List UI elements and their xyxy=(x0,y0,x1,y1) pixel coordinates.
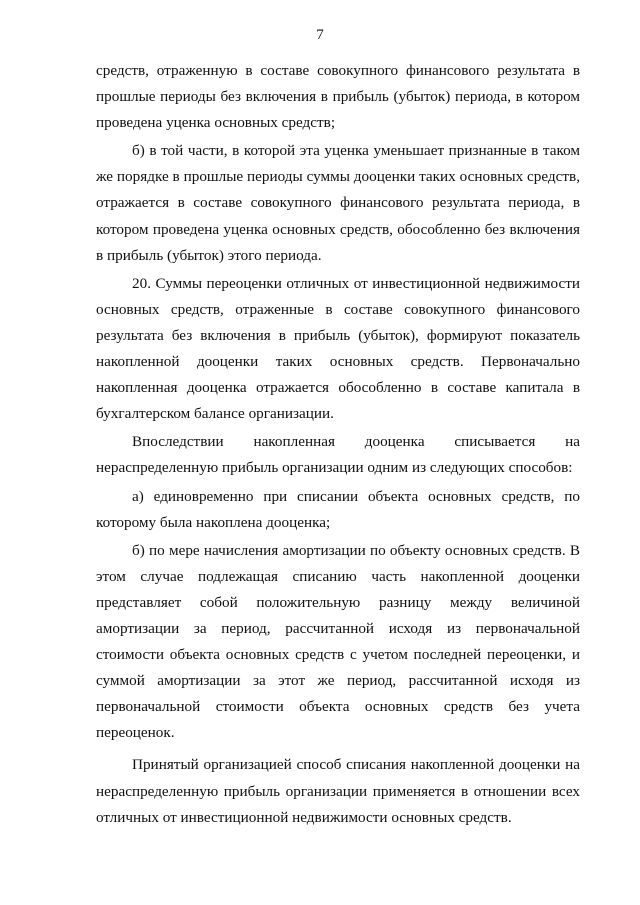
paragraph-item-b: б) в той части, в которой эта уценка уменьшает признанные в таком же порядке в прошлые периоды суммы дооценки таких основных средств, отражается в составе совокупного финансового результата периода, в котором проведена уценка основных средств, обособленно без включения в прибыль (убыток) этого периода. xyxy=(96,142,580,264)
document-body xyxy=(96,58,580,831)
paragraph-subsequently: Впоследствии накопленная дооценка списывается на нераспределенную прибыль организации одним из следующих способов: xyxy=(96,433,580,477)
paragraph-item-a: а) единовременно при списании объекта основных средств, по которому была накоплена дооценка; xyxy=(96,487,580,531)
paragraph-item-b-amortization: б) по мере начисления амортизации по объекту основных средств. В этом случае подлежащая списанию часть накопленной дооценки представляет собой положительную разницу между величиной амортизации за период, рассчитанной исходя из первоначальной стоимости объекта основных средств с учетом последней переоценки, и суммой амортизации за этот же период, рассчитанной исходя из первоначальной стоимости объекта основных средств без учета переоценок. xyxy=(96,541,580,742)
paragraph-continuation: средств, отраженную в составе совокупного финансового результата в прошлые периоды без включения в прибыль (убыток) периода, в котором проведена уценка основных средств; xyxy=(96,62,580,132)
paragraph-accepted-method: Принятый организацией способ списания накопленной дооценки на нераспределенную прибыль организации применяется в отношении всех отличных от инвестиционной недвижимости основных средств. xyxy=(96,756,580,826)
paragraph-20: 20. Суммы переоценки отличных от инвестиционной недвижимости основных средств, отраженные в составе совокупного финансового результата без включения в прибыль (убыток), формируют показатель накопленной дооценки таких основных средств. Первоначально накопленная дооценка отражается обособленно в составе капитала в бухгалтерском балансе организации. xyxy=(96,274,580,423)
page-number: 7 xyxy=(316,27,324,43)
